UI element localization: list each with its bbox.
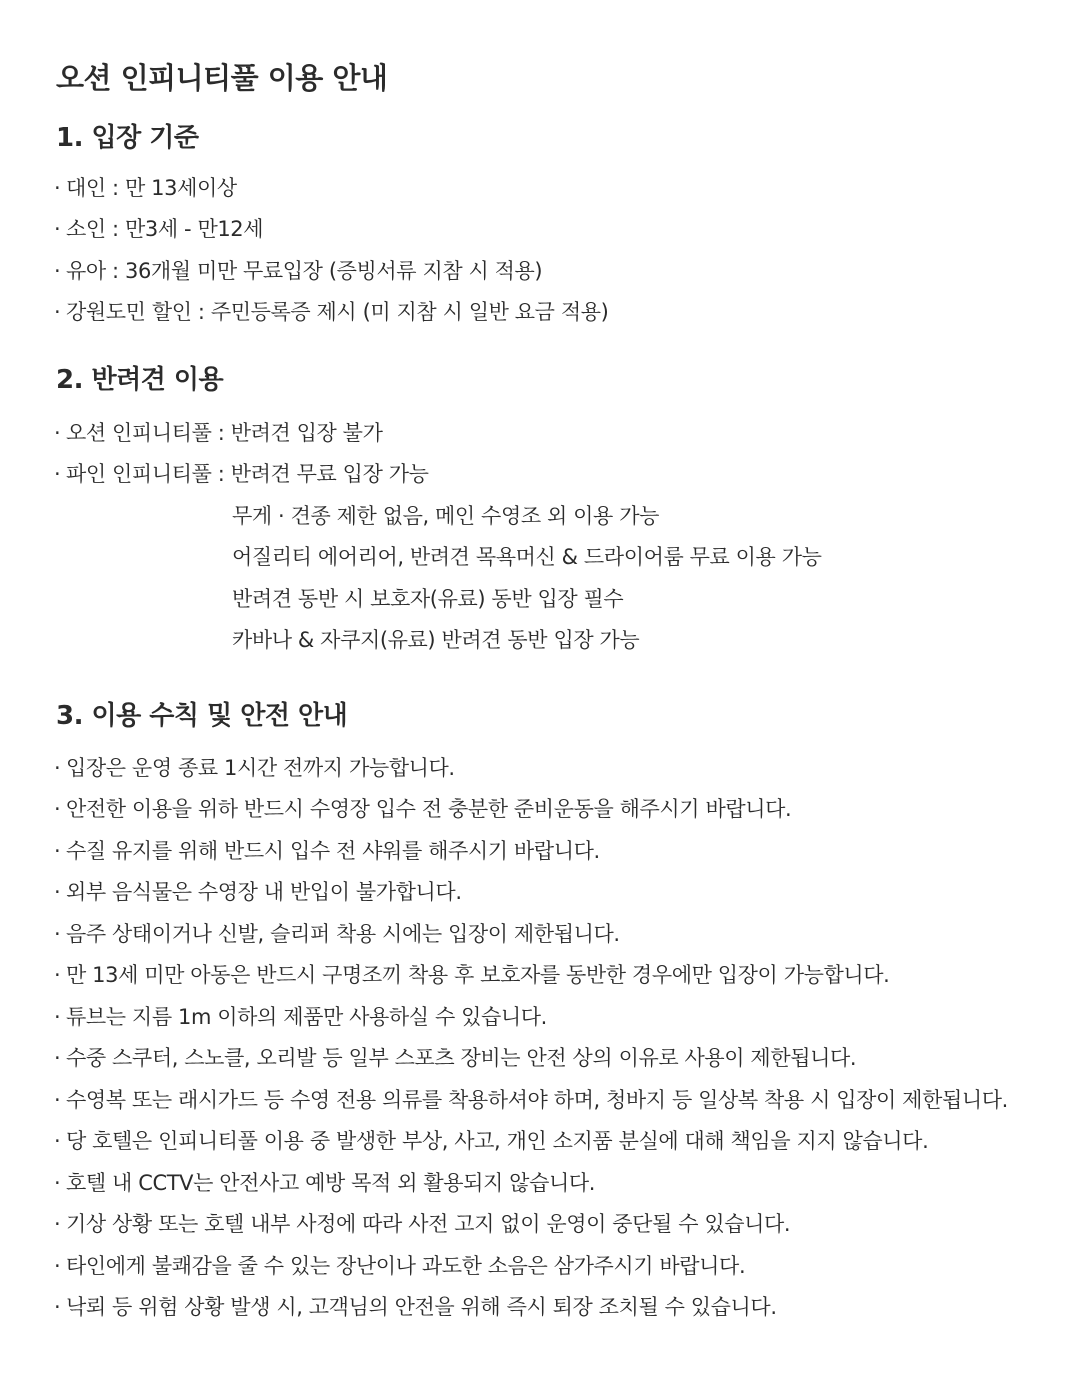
list-item [54, 297, 608, 327]
list-item-text: 소인 : 만3세 - 만12세 [66, 217, 264, 241]
list-item-text: 수중 스쿠터, 스노클, 오리발 등 일부 스포츠 장비는 안전 상의 이유로 사용이 제한됩니다. [66, 1046, 857, 1070]
bullet: · [54, 839, 61, 863]
bullet: · [54, 1046, 61, 1070]
section-heading: 1. 입장 기준 [56, 123, 199, 153]
list-item [54, 1002, 547, 1032]
list-item-text: 수질 유지를 위해 반드시 입수 전 샤워를 해주시기 바랍니다. [66, 839, 600, 863]
list-item [54, 256, 542, 286]
list-item [54, 1209, 790, 1239]
list-item-text: 입장은 운영 종료 1시간 전까지 가능합니다. [66, 756, 455, 780]
list-item [54, 1126, 928, 1156]
page-title: 오션 인피니티풀 이용 안내 [56, 61, 388, 95]
section-heading: 2. 반려견 이용 [56, 365, 224, 395]
list-item [54, 214, 263, 244]
list-item-continuation: 무게 · 견종 제한 없음, 메인 수영조 외 이용 가능 [232, 504, 659, 528]
bullet: · [54, 880, 61, 904]
list-item [54, 836, 600, 866]
list-item-text: 오션 인피니티풀 : 반려견 입장 불가 [66, 421, 383, 445]
list-item [54, 1043, 856, 1073]
bullet: · [54, 963, 61, 987]
list-item-text: 유아 : 36개월 미만 무료입장 (증빙서류 지참 시 적용) [66, 259, 543, 283]
list-item-text: 대인 : 만 13세이상 [66, 176, 237, 200]
bullet: · [54, 922, 61, 946]
bullet: · [54, 1212, 61, 1236]
list-item-continuation: 반려견 동반 시 보호자(유료) 동반 입장 필수 [232, 587, 624, 611]
bullet: · [54, 1129, 61, 1153]
list-item [54, 1292, 777, 1322]
list-item-text: 수영복 또는 래시가드 등 수영 전용 의류를 착용하셔야 하며, 청바지 등 일상복 착용 시 입장이 제한됩니다. [66, 1088, 1008, 1112]
list-item [54, 173, 237, 203]
list-item [54, 794, 791, 824]
list-item [54, 459, 429, 489]
bullet: · [54, 217, 61, 241]
list-item-text: 튜브는 지름 1m 이하의 제품만 사용하실 수 있습니다. [66, 1005, 547, 1029]
bullet: · [54, 176, 61, 200]
bullet: · [54, 756, 61, 780]
bullet: · [54, 1171, 61, 1195]
list-item-text: 음주 상태이거나 신발, 슬리퍼 착용 시에는 입장이 제한됩니다. [66, 922, 620, 946]
list-item-text: 타인에게 불쾌감을 줄 수 있는 장난이나 과도한 소음은 삼가주시기 바랍니다. [66, 1254, 746, 1278]
list-item-text: 기상 상황 또는 호텔 내부 사정에 따라 사전 고지 없이 운영이 중단될 수 있습니다. [66, 1212, 791, 1236]
list-item [54, 1168, 595, 1198]
list-item-text: 만 13세 미만 아동은 반드시 구명조끼 착용 후 보호자를 동반한 경우에만 입장이 가능합니다. [66, 963, 890, 987]
list-item-text: 안전한 이용을 위하 반드시 수영장 입수 전 충분한 준비운동을 해주시기 바랍니다. [66, 797, 792, 821]
bullet: · [54, 259, 61, 283]
list-item [54, 753, 455, 783]
list-item-text: 낙뢰 등 위험 상황 발생 시, 고객님의 안전을 위해 즉시 퇴장 조치될 수 있습니다. [66, 1295, 777, 1319]
bullet: · [54, 797, 61, 821]
list-item-text: 강원도민 할인 : 주민등록증 제시 (미 지참 시 일반 요금 적용) [66, 300, 609, 324]
list-item [54, 1085, 1008, 1115]
list-item [54, 418, 382, 448]
section-heading: 3. 이용 수칙 및 안전 안내 [56, 701, 348, 731]
list-item-text: 호텔 내 CCTV는 안전사고 예방 목적 외 활용되지 않습니다. [66, 1171, 596, 1195]
list-item-text: 파인 인피니티풀 : 반려견 무료 입장 가능 [66, 462, 429, 486]
list-item [54, 877, 462, 907]
list-item-continuation: 카바나 & 자쿠지(유료) 반려견 동반 입장 가능 [232, 628, 640, 652]
bullet: · [54, 1088, 61, 1112]
list-item-text: 당 호텔은 인피니티풀 이용 중 발생한 부상, 사고, 개인 소지품 분실에 대해 책임을 지지 않습니다. [66, 1129, 929, 1153]
list-item-text: 외부 음식물은 수영장 내 반입이 불가합니다. [66, 880, 462, 904]
bullet: · [54, 1254, 61, 1278]
bullet: · [54, 1295, 61, 1319]
list-item [54, 919, 620, 949]
list-item [54, 960, 889, 990]
list-item [54, 1251, 745, 1281]
bullet: · [54, 300, 61, 324]
bullet: · [54, 1005, 61, 1029]
list-item-continuation: 어질리티 에어리어, 반려견 목욕머신 & 드라이어룸 무료 이용 가능 [232, 545, 822, 569]
bullet: · [54, 462, 61, 486]
bullet: · [54, 421, 61, 445]
